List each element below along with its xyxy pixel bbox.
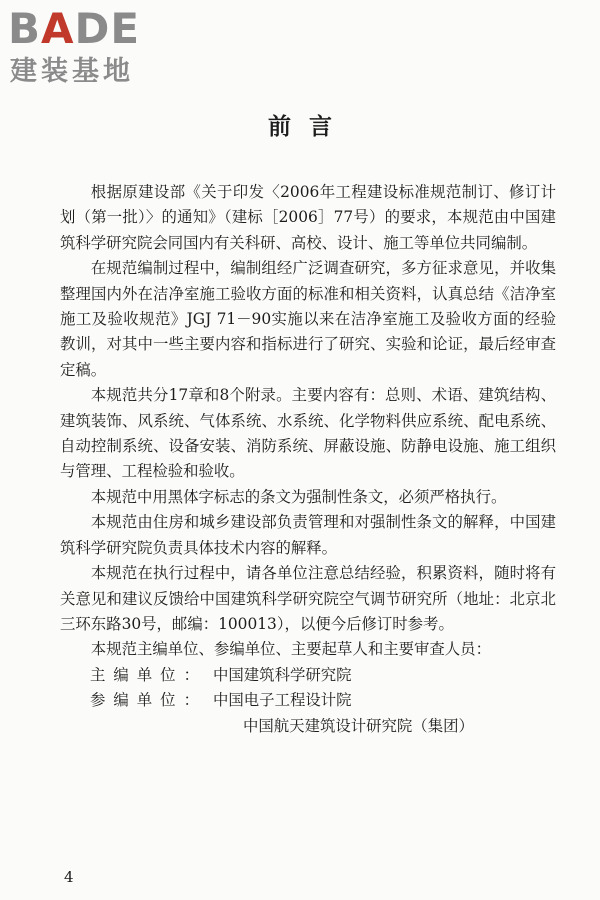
participating-unit-label: 参编单位： — [90, 691, 207, 710]
paragraph-5: 本规范由住房和城乡建设部负责管理和对强制性条文的解释，中国建筑科学研究院负责具体技术内容的解释。 — [60, 513, 556, 557]
chief-unit-row — [60, 663, 556, 688]
paragraph-1: 根据原建设部《关于印发〈2006年工程建设标准规范制订、修订计划（第一批）〉的通知》（建标［2006］77号）的要求，本规范由中国建筑科学研究院会同国内有关科研、高校、设计、施工等单位共同编制。 — [60, 183, 556, 252]
page-number: 4 — [64, 868, 74, 886]
participating-unit-value-2: 中国航天建筑设计研究院（集团） — [243, 716, 474, 735]
paragraph-4: 本规范中用黑体字标志的条文为强制性条文，必须严格执行。 — [90, 487, 507, 506]
paragraph-2: 在规范编制过程中，编制组经广泛调查研究，多方征求意见，并收集整理国内外在洁净室施工验收方面的标准和相关资料，认真总结《洁净室施工及验收规范》JGJ 71－90实施以来在洁净室施工及验收方面的经验教训，对其中一些主要内容和指标进行了研究、实验和论证，最后经审查定稿。 — [60, 259, 556, 379]
participating-unit-value-1: 中国电子工程设计院 — [213, 691, 352, 710]
chief-unit-value: 中国建筑科学研究院 — [213, 665, 352, 684]
logo-subtitle: 建装基地 — [10, 56, 134, 87]
participating-unit-row-2 — [60, 714, 556, 739]
paragraph-7: 本规范主编单位、参编单位、主要起草人和主要审查人员： — [90, 640, 491, 659]
logo-letter-a: A — [41, 4, 75, 53]
chief-unit-label: 主编单位： — [90, 665, 207, 684]
logo-letters-de: DE — [74, 4, 141, 53]
participating-unit-row — [60, 688, 556, 713]
preface-body — [60, 180, 556, 739]
paragraph-3: 本规范共分17章和8个附录。主要内容有：总则、术语、建筑结构、建筑装饰、风系统、气体系统、水系统、化学物料供应系统、配电系统、自动控制系统、设备安装、消防系统、屏蔽设施、防静电设施、施工组织与管理、工程检验和验收。 — [60, 386, 556, 481]
page-title: 前言 — [268, 113, 350, 140]
bade-logo — [8, 4, 178, 94]
logo-wordmark — [8, 4, 140, 54]
logo-letter-b: B — [8, 4, 42, 53]
paragraph-6: 本规范在执行过程中，请各单位注意总结经验，积累资料，随时将有关意见和建议反馈给中国建筑科学研究院空气调节研究所（地址：北京北三环东路30号，邮编：100013），以便今后修订时参考。 — [60, 564, 556, 633]
